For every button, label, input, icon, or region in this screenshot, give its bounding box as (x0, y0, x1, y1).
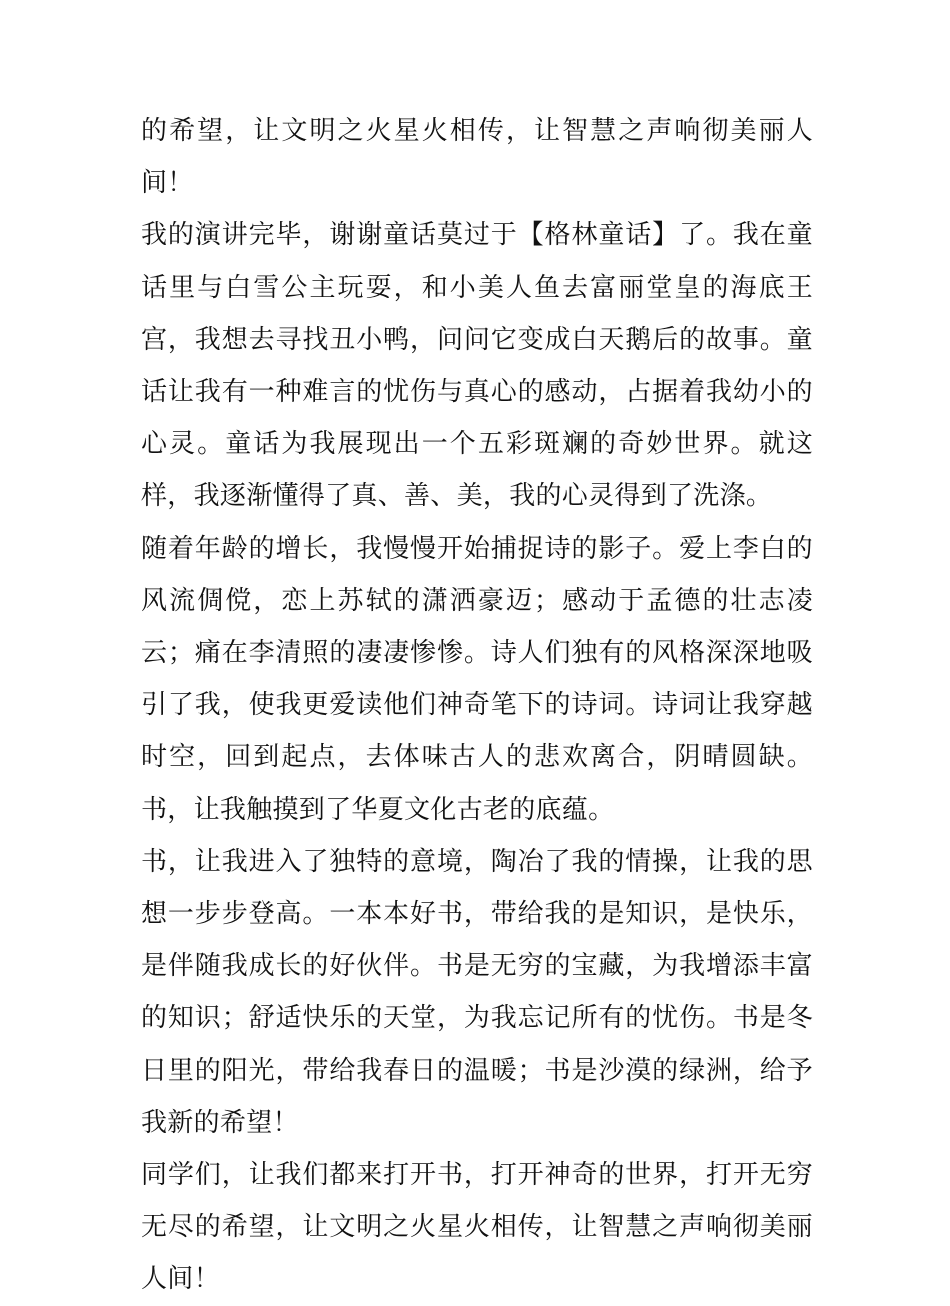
paragraph: 随着年龄的增长，我慢慢开始捕捉诗的影子。爱上李白的风流倜傥，恋上苏轼的潇洒豪迈；感动于孟德的壮志凌云；痛在李清照的凄凄惨惨。诗人们独有的风格深深地吸引了我，使我更爱读他们神奇笔下的诗词。诗词让我穿越时空，回到起点，去体味古人的悲欢离合，阴晴圆缺。书，让我触摸到了华夏文化古老的底蕴。 (141, 533, 813, 825)
paragraph: 我的演讲完毕，谢谢童话莫过于【格林童话】了。我在童话里与白雪公主玩耍，和小美人鱼去富丽堂皇的海底王宫，我想去寻找丑小鸭，问问它变成白天鹅后的故事。童话让我有一种难言的忧伤与真心的感动，占据着我幼小的心灵。童话为我展现出一个五彩斑斓的奇妙世界。就这样，我逐渐懂得了真、善、美，我的心灵得到了洗涤。 (141, 220, 813, 512)
paragraph: 同学们，让我们都来打开书，打开神奇的世界，打开无穷无尽的希望，让文明之火星火相传，让智慧之声响彻美丽人间！ (141, 1160, 813, 1295)
body-text (141, 105, 813, 1306)
paragraph: 的希望，让文明之火星火相传，让智慧之声响彻美丽人间！ (141, 116, 813, 199)
paragraph: 书，让我进入了独特的意境，陶冶了我的情操，让我的思想一步步登高。一本本好书，带给我的是知识，是快乐，是伴随我成长的好伙伴。书是无穷的宝藏，为我增添丰富的知识；舒适快乐的天堂，为我忘记所有的忧伤。书是冬日里的阳光，带给我春日的温暖；书是沙漠的绿洲，给予我新的希望！ (141, 846, 813, 1138)
